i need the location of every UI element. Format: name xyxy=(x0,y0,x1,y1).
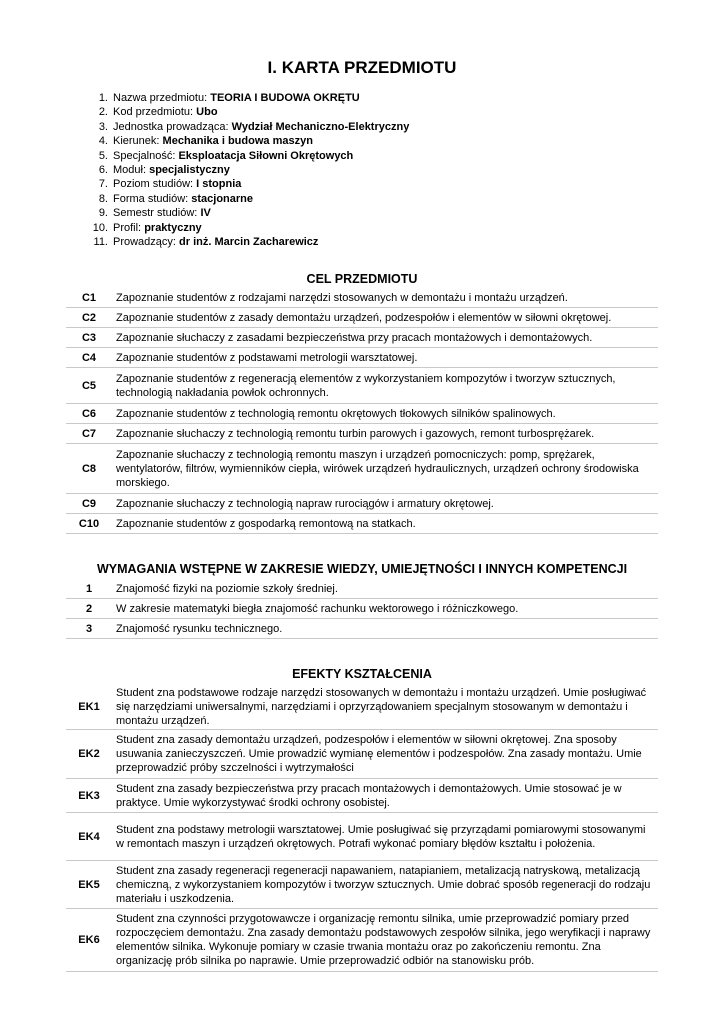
info-item xyxy=(80,120,409,134)
info-value: IV xyxy=(200,207,211,220)
info-item xyxy=(80,105,409,119)
row-text: Zapoznanie słuchaczy z technologią remontu maszyn i urządzeń pomocniczych: pomp, sprężarek, wentylatorów, filtrów, wymienników ciepła, wirówek urządzeń hydraulicznych, urządzeń ochrony środowiska morskiego. xyxy=(116,448,639,489)
row-text: Student zna podstawowe rodzaje narzędzi stosowanych w demontażu i montażu urządzeń. Umie posługiwać się narzędziami uniwersalnymi, narzędziami i oprzyrządowaniem specjalnym stosowanym w demontażu i montażu urządzeń. xyxy=(116,686,647,727)
table-row xyxy=(66,368,658,404)
table-row xyxy=(66,494,658,514)
cel-heading: CEL PRZEDMIOTU xyxy=(306,272,418,286)
table-row xyxy=(66,813,658,861)
table-row xyxy=(66,514,658,534)
table-row xyxy=(66,328,658,348)
info-label: Kierunek: xyxy=(113,135,160,148)
row-code: EK4 xyxy=(78,830,100,843)
info-label: Specjalność: xyxy=(113,149,176,162)
wymagania-heading: WYMAGANIA WSTĘPNE W ZAKRESIE WIEDZY, UMIEJĘTNOŚCI I INNYCH KOMPETENCJI xyxy=(96,562,628,576)
info-number: 7. xyxy=(98,178,108,191)
info-label: Jednostka prowadząca: xyxy=(113,120,229,133)
table-row xyxy=(66,404,658,424)
row-text: Zapoznanie studentów z zasady demontażu urządzeń, podzespołów i elementów w siłowni okrętowej. xyxy=(116,311,612,324)
table-row xyxy=(66,444,658,494)
table-row xyxy=(66,619,658,639)
info-item xyxy=(80,192,409,206)
info-number: 1. xyxy=(98,92,108,104)
table-row xyxy=(66,909,658,972)
table-row xyxy=(66,579,658,599)
row-text: Zapoznanie studentów z technologią remontu okrętowych tłokowych silników spalinowych. xyxy=(116,407,556,420)
info-item xyxy=(80,134,409,148)
info-item xyxy=(80,206,409,220)
page-title: I. KARTA PRZEDMIOTU xyxy=(267,58,457,77)
info-label: Prowadzący: xyxy=(113,235,176,248)
info-label: Profil: xyxy=(113,221,142,234)
table-row xyxy=(66,424,658,444)
info-value: stacjonarne xyxy=(191,192,254,205)
row-text: Znajomość rysunku technicznego. xyxy=(116,622,283,635)
info-label: Forma studiów: xyxy=(113,192,189,205)
row-code: EK6 xyxy=(78,934,100,946)
table-row xyxy=(66,861,658,909)
info-label: Kod przedmiotu: xyxy=(113,106,194,119)
row-code: EK1 xyxy=(78,700,100,713)
info-value: dr inż. Marcin Zacharewicz xyxy=(179,235,319,248)
row-code: C2 xyxy=(81,311,97,324)
row-text: Znajomość fizyki na poziomie szkoły średniej. xyxy=(116,582,338,595)
row-text: Student zna zasady bezpieczeństwa przy pracach montażowych i demontażowych. Umie stosować je w praktyce. Umie wykorzystywać środki ochrony osobistej. xyxy=(116,782,622,809)
info-value: praktyczny xyxy=(144,221,202,234)
info-label: Semestr studiów: xyxy=(113,207,198,220)
info-item xyxy=(80,221,409,235)
course-info-list xyxy=(80,91,409,249)
efekty-heading: EFEKTY KSZTAŁCENIA xyxy=(292,667,432,681)
row-text: Zapoznanie słuchaczy z zasadami bezpieczeństwa przy pracach montażowych i demontażowych. xyxy=(116,331,593,344)
row-code: EK3 xyxy=(78,789,100,802)
row-code: C8 xyxy=(81,462,97,475)
table-row xyxy=(66,730,658,779)
row-text: Student zna czynności przygotowawcze i organizację remontu silnika, umie przeprowadzić pomiary przed rozpoczęciem demontażu. Zna zasady demontażu podstawowych zespołów silnika, jego weryfikacji i naprawy elementów silnika. Wykonuje pomiary w czasie trwania montażu oraz po zakończeniu remontu. Zna organizację prób silnika po naprawie. Umie przeprowadzić odbiór na stanowisku prób. xyxy=(116,913,651,967)
info-item xyxy=(80,235,409,249)
info-number: 6. xyxy=(98,163,108,176)
row-text: Zapoznanie studentów z gospodarką remontową na statkach. xyxy=(116,517,416,530)
row-code: C4 xyxy=(81,351,97,364)
info-item xyxy=(80,177,409,191)
row-code: C10 xyxy=(78,517,100,530)
info-number: 2. xyxy=(98,106,108,119)
info-item xyxy=(80,149,409,163)
row-code: EK2 xyxy=(78,748,100,760)
info-value: Wydział Mechaniczno-Elektryczny xyxy=(231,120,410,133)
table-row xyxy=(66,289,658,308)
row-code: C6 xyxy=(81,407,97,420)
row-text: Zapoznanie słuchaczy z technologią remontu turbin parowych i gazowych, remont turbosprężarek. xyxy=(116,427,595,440)
row-code: C9 xyxy=(81,497,97,510)
row-code: C7 xyxy=(81,427,97,440)
row-text: Zapoznanie studentów z rodzajami narzędzi stosowanych w demontażu i montażu urządzeń. xyxy=(116,292,568,304)
row-code: 2 xyxy=(85,602,93,615)
info-label: Poziom studiów: xyxy=(113,178,194,191)
info-number: 11. xyxy=(93,235,108,248)
efekty-table xyxy=(66,684,658,972)
info-value: Eksploatacja Siłowni Okrętowych xyxy=(178,149,354,162)
info-value: specjalistyczny xyxy=(149,163,230,176)
cel-table xyxy=(66,289,658,534)
row-code: 3 xyxy=(85,622,93,635)
row-text: Student zna zasady regeneracji regeneracji napawaniem, natapianiem, metalizacją natryskową, metalizacją chemiczną, z wykorzystaniem kompozytów i tworzyw sztucznych. Umie dobrać sposób regeneracji do rodzaju materiału i uszkodzenia. xyxy=(116,864,651,905)
info-label: Moduł: xyxy=(113,163,147,176)
info-item xyxy=(80,91,409,105)
row-code: C5 xyxy=(81,379,97,392)
table-row xyxy=(66,599,658,619)
info-item xyxy=(80,163,409,177)
info-value: TEORIA I BUDOWA OKRĘTU xyxy=(210,92,360,104)
info-number: 8. xyxy=(98,192,108,205)
row-code: C3 xyxy=(81,331,97,344)
row-text: Zapoznanie studentów z podstawami metrologii warsztatowej. xyxy=(116,351,418,364)
table-row xyxy=(66,348,658,368)
table-row xyxy=(66,684,658,730)
row-text: Zapoznanie studentów z regeneracją elementów z wykorzystaniem kompozytów i tworzyw sztucznych, technologią nakładania powłok ochronnych. xyxy=(116,372,616,399)
info-label: Nazwa przedmiotu: xyxy=(113,92,208,104)
info-number: 9. xyxy=(98,207,108,220)
info-value: I stopnia xyxy=(196,178,242,191)
info-number: 5. xyxy=(98,149,108,162)
info-value: Mechanika i budowa maszyn xyxy=(162,135,313,148)
row-text: Zapoznanie słuchaczy z technologią napraw rurociągów i armatury okrętowej. xyxy=(116,497,494,510)
info-number: 3. xyxy=(98,120,108,133)
info-value: Ubo xyxy=(196,106,218,119)
wymagania-table xyxy=(66,579,658,639)
table-row xyxy=(66,308,658,328)
row-text: W zakresie matematyki biegła znajomość rachunku wektorowego i różniczkowego. xyxy=(116,602,519,615)
info-number: 10. xyxy=(92,221,108,234)
row-code: EK5 xyxy=(78,878,100,891)
row-code: 1 xyxy=(85,582,93,595)
row-code: C1 xyxy=(81,292,97,304)
row-text: Student zna zasady demontażu urządzeń, podzespołów i elementów w siłowni okrętowej. Zna sposoby usuwania zanieczyszczeń. Umie prowadzić wymianę elementów i podzespołów. Zna zasady montażu. Umie przeprowadzić próby szczelności i wytrzymałości xyxy=(116,734,642,774)
table-row xyxy=(66,779,658,813)
info-number: 4. xyxy=(98,135,108,148)
row-text: Student zna podstawy metrologii warsztatowej. Umie posługiwać się przyrządami pomiarowymi stosowanymi w remontach maszyn i urządzeń okrętowych. Potrafi wykonać pomiary błędów kształtu i położenia. xyxy=(116,823,646,850)
